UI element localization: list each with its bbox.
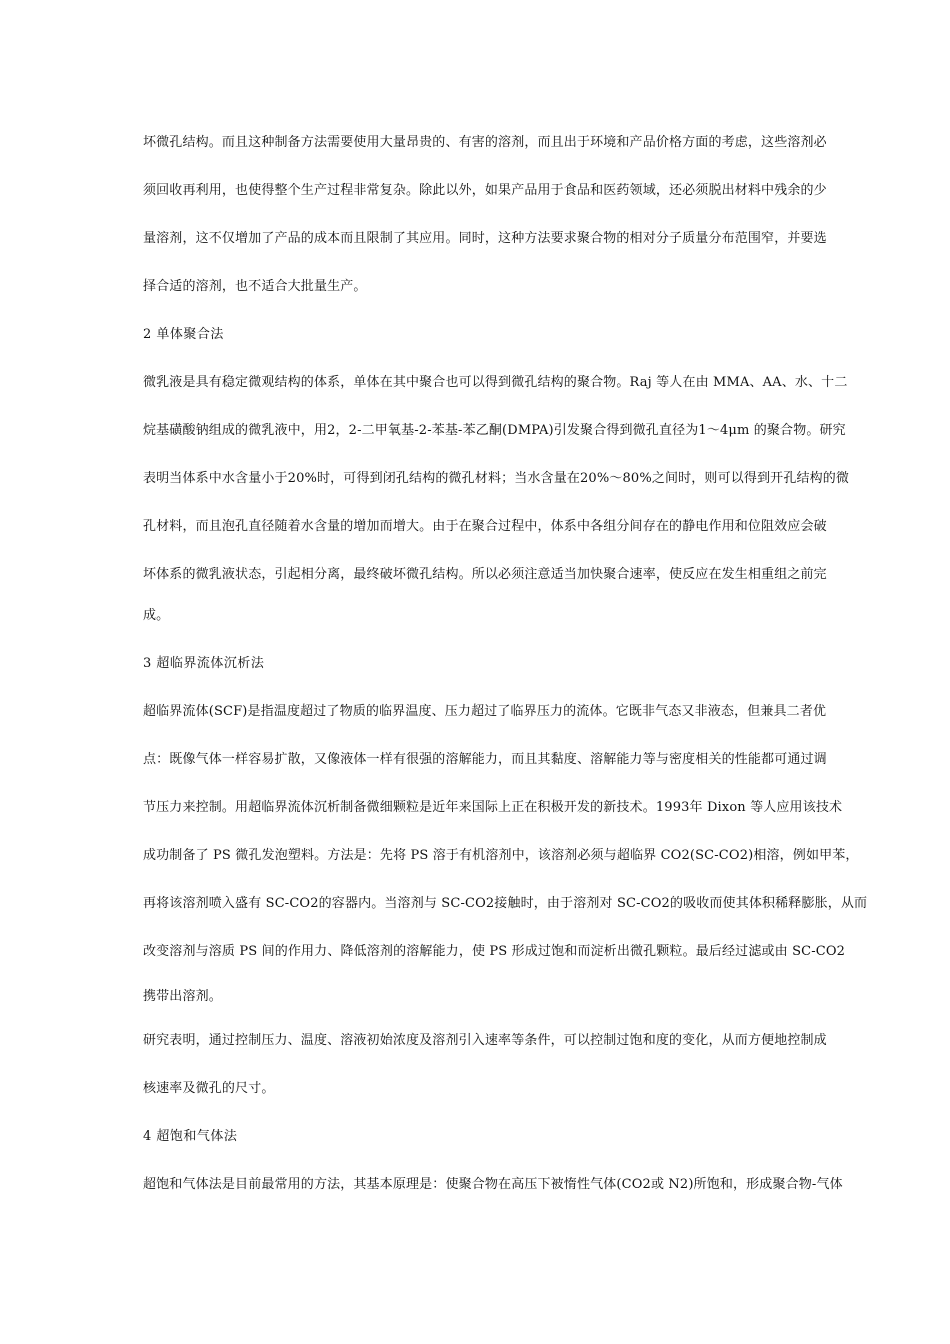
paragraph-line: 点：既像气体一样容易扩散，又像液体一样有很强的溶解能力，而且其黏度、溶解能力等与密度相关的性能都可通过调	[143, 752, 827, 767]
paragraph-line: 改变溶剂与溶质 PS 间的作用力、降低溶剂的溶解能力，使 PS 形成过饱和而淀析出微孔颗粒。最后经过滤或由 SC-CO2	[143, 944, 846, 959]
paragraph-line: 表明当体系中水含量小于20%时，可得到闭孔结构的微孔材料；当水含量在20%～80%之间时，则可以得到开孔结构的微	[143, 471, 850, 486]
paragraph-line: 成。	[143, 608, 170, 623]
paragraph-line: 研究表明，通过控制压力、温度、溶液初始浓度及溶剂引入速率等条件，可以控制过饱和度的变化，从而方便地控制成	[143, 1033, 827, 1048]
section-heading: 2 单体聚合法	[143, 327, 224, 342]
paragraph-line: 孔材料，而且泡孔直径随着水含量的增加而增大。由于在聚合过程中，体系中各组分间存在的静电作用和位阻效应会破	[143, 519, 827, 534]
paragraph-line: 坏体系的微乳液状态，引起相分离，最终破坏微孔结构。所以必须注意适当加快聚合速率，使反应在发生相重组之前完	[143, 567, 827, 582]
paragraph-line: 坏微孔结构。而且这种制备方法需要使用大量昂贵的、有害的溶剂，而且出于环境和产品价格方面的考虑，这些溶剂必	[143, 135, 827, 150]
paragraph-line: 成功制备了 PS 微孔发泡塑料。方法是：先将 PS 溶于有机溶剂中，该溶剂必须与超临界 CO2(SC-CO2)相溶，例如甲苯，	[143, 848, 859, 863]
paragraph-line: 再将该溶剂喷入盛有 SC-CO2的容器内。当溶剂与 SC-CO2接触时，由于溶剂对 SC-CO2的吸收而使其体积稀释膨胀，从而	[143, 896, 868, 911]
paragraph-line: 节压力来控制。用超临界流体沉析制备微细颗粒是近年来国际上正在积极开发的新技术。1993年 Dixon 等人应用该技术	[143, 800, 843, 815]
paragraph-line: 超饱和气体法是目前最常用的方法，其基本原理是：使聚合物在高压下被惰性气体(CO2或 N2)所饱和，形成聚合物-气体	[143, 1177, 843, 1192]
section-heading: 4 超饱和气体法	[143, 1129, 238, 1144]
paragraph-line: 烷基磺酸钠组成的微乳液中，用2，2-二甲氧基-2-苯基-苯乙酮(DMPA)引发聚合得到微孔直径为1～4μm 的聚合物。研究	[143, 423, 846, 438]
paragraph-line: 微乳液是具有稳定微观结构的体系，单体在其中聚合也可以得到微孔结构的聚合物。Raj 等人在由 MMA、AA、水、十二	[143, 375, 848, 390]
paragraph-line: 核速率及微孔的尺寸。	[143, 1081, 275, 1096]
paragraph-line: 超临界流体(SCF)是指温度超过了物质的临界温度、压力超过了临界压力的流体。它既非气态又非液态，但兼具二者优	[143, 704, 827, 719]
paragraph-line: 携带出溶剂。	[143, 989, 222, 1004]
paragraph-line: 量溶剂，这不仅增加了产品的成本而且限制了其应用。同时，这种方法要求聚合物的相对分子质量分布范围窄，并要选	[143, 231, 827, 246]
paragraph-line: 择合适的溶剂，也不适合大批量生产。	[143, 279, 367, 294]
paragraph-line: 须回收再利用，也使得整个生产过程非常复杂。除此以外，如果产品用于食品和医药领域，还必须脱出材料中残余的少	[143, 183, 827, 198]
section-heading: 3 超临界流体沉析法	[143, 656, 265, 671]
